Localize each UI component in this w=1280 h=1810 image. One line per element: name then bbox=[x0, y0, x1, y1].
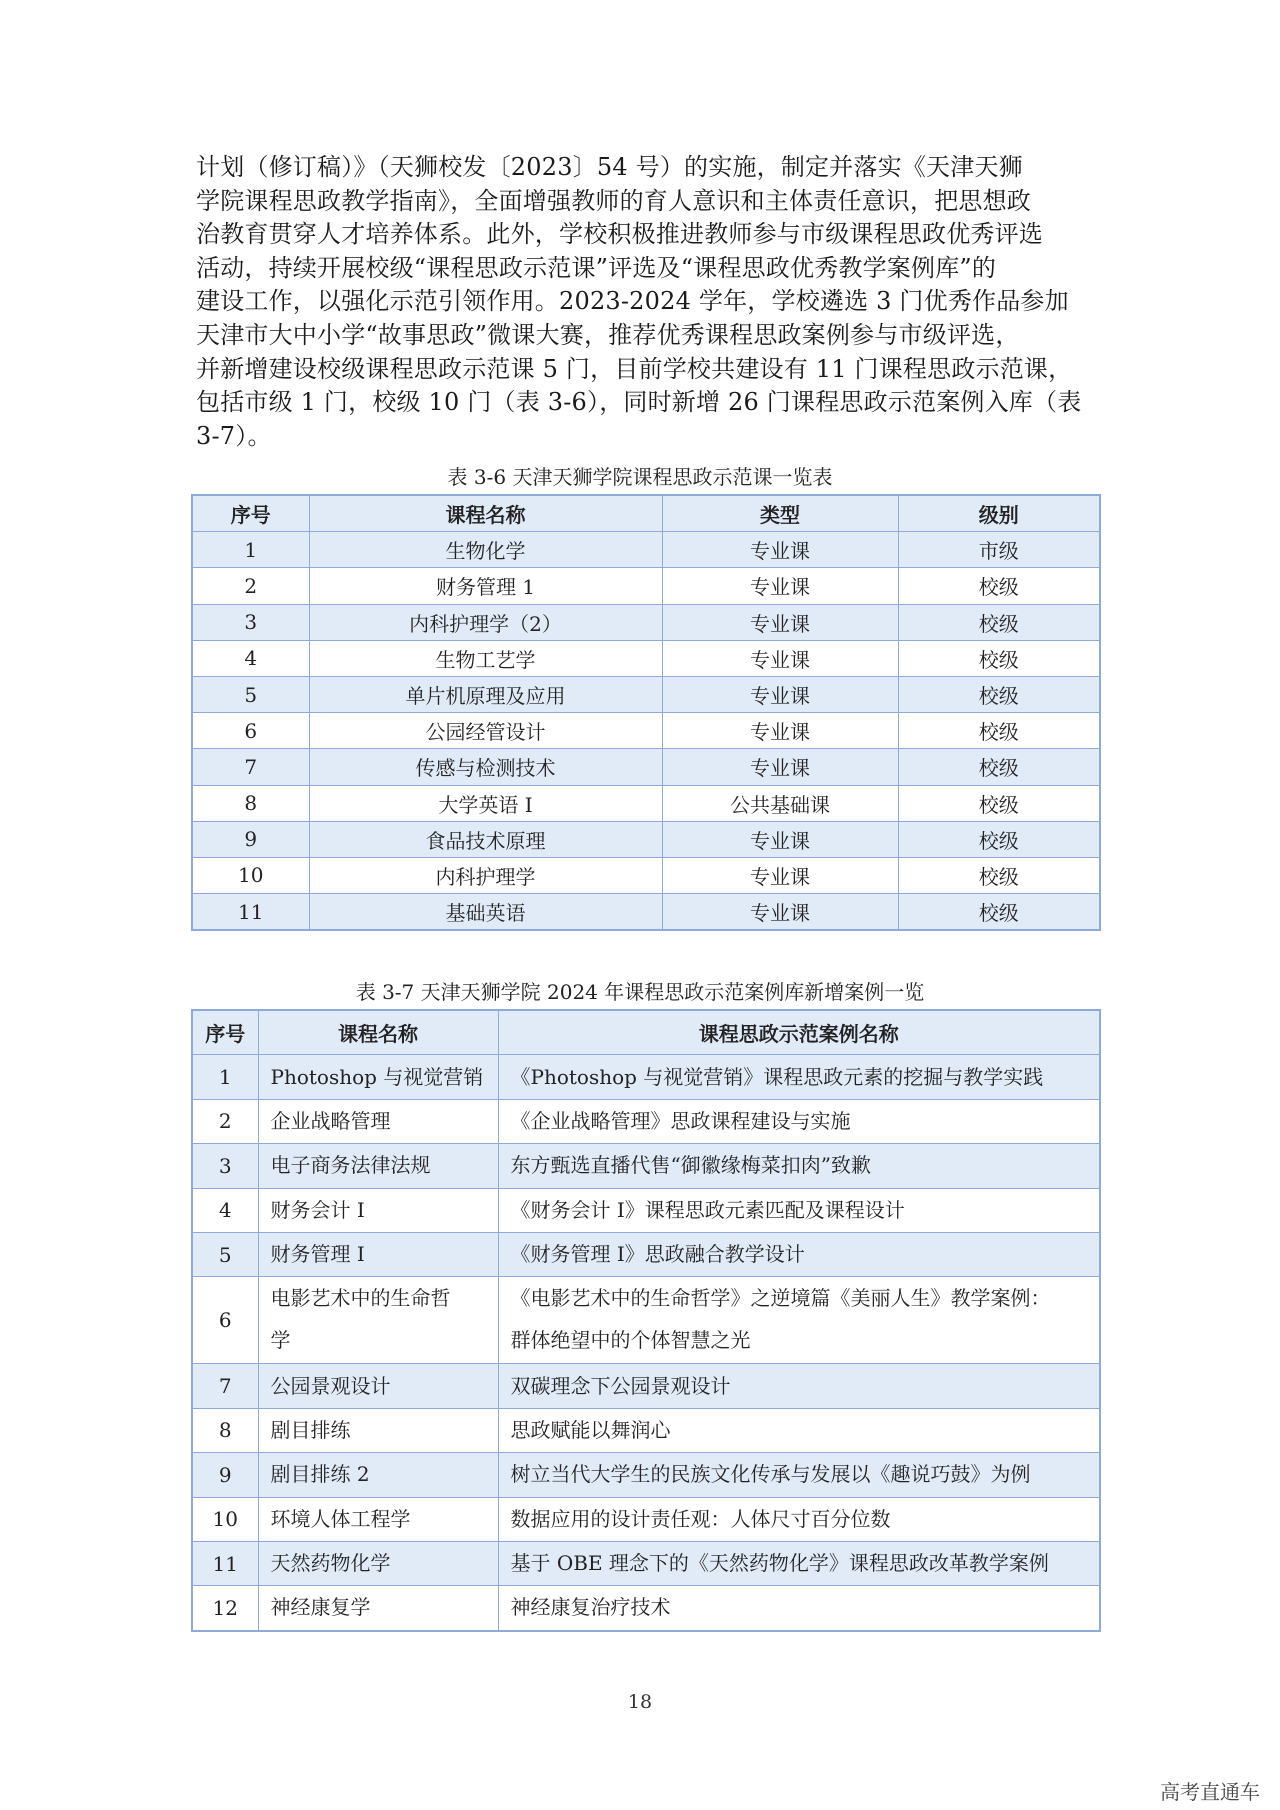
paragraph-line: 学院课程思政教学指南》，全面增强教师的育人意识和主体责任意识，把思想政 bbox=[196, 186, 1031, 215]
paragraph-line: 活动，持续开展校级“课程思政示范课”评选及“课程思政优秀教学案例库”的 bbox=[196, 253, 997, 282]
cell-course-name: 传感与检测技术 bbox=[309, 749, 662, 785]
cell-no: 6 bbox=[192, 713, 309, 749]
table-row bbox=[192, 1541, 1100, 1585]
table-row bbox=[192, 640, 1100, 676]
table-row bbox=[192, 1188, 1100, 1232]
cell-no: 12 bbox=[192, 1586, 258, 1631]
cell-type: 专业课 bbox=[662, 604, 898, 640]
table-row bbox=[192, 821, 1100, 857]
table-row bbox=[192, 1232, 1100, 1276]
cell-no: 8 bbox=[192, 1408, 258, 1452]
cell-text-line: 神经康复学 bbox=[270, 1595, 371, 1620]
cell-course-name: 内科护理学（2） bbox=[309, 604, 662, 640]
cell-text-line: 《企业战略管理》思政课程建设与实施 bbox=[510, 1108, 851, 1133]
cell-text-line: 《财务管理 I》思政融合教学设计 bbox=[510, 1242, 805, 1267]
cell-no: 3 bbox=[192, 604, 309, 640]
cell-level: 市级 bbox=[898, 532, 1100, 568]
cell-no: 8 bbox=[192, 785, 309, 821]
cell-course-name bbox=[258, 1453, 498, 1497]
header-no: 序号 bbox=[192, 1010, 258, 1055]
cell-course-name bbox=[258, 1586, 498, 1631]
cell-text-line: 剧目排练 bbox=[270, 1417, 351, 1442]
cell-course-name bbox=[258, 1232, 498, 1276]
cell-text-line: 树立当代大学生的民族文化传承与发展以《趣说巧鼓》为例 bbox=[510, 1462, 1031, 1487]
header-course-name: 课程名称 bbox=[309, 495, 662, 532]
paragraph-line: 计划（修订稿）》（天狮校发〔2023〕54 号）的实施，制定并落实《天津天狮 bbox=[196, 153, 1023, 181]
cell-level: 校级 bbox=[898, 894, 1100, 931]
cell-no: 9 bbox=[192, 821, 309, 857]
paragraph-line: 并新增建设校级课程思政示范课 5 门，目前学校共建设有 11 门课程思政示范课， bbox=[196, 354, 1073, 383]
paragraph-line: 包括市级 1 门，校级 10 门（表 3-6），同时新增 26 门课程思政示范案例入库（表 bbox=[196, 388, 1082, 417]
cell-case-name bbox=[498, 1408, 1100, 1452]
cell-text-line: 基于 OBE 理念下的《天然药物化学》课程思政改革教学案例 bbox=[510, 1551, 1049, 1576]
header-case-name: 课程思政示范案例名称 bbox=[498, 1010, 1100, 1055]
table-row bbox=[192, 1497, 1100, 1541]
cell-text-line: 思政赋能以舞润心 bbox=[510, 1417, 671, 1442]
demo-course-table bbox=[191, 494, 1101, 931]
cell-text-line: 电影艺术中的生命哲 bbox=[270, 1286, 451, 1311]
cell-level: 校级 bbox=[898, 640, 1100, 676]
cell-text-line: 财务管理 I bbox=[270, 1242, 365, 1267]
cell-no: 2 bbox=[192, 1099, 258, 1143]
cell-type: 专业课 bbox=[662, 713, 898, 749]
cell-no: 7 bbox=[192, 1364, 258, 1408]
paragraph-line: 治教育贯穿人才培养体系。此外，学校积极推进教师参与市级课程思政优秀评选 bbox=[196, 220, 1043, 249]
cell-course-name: 内科护理学 bbox=[309, 857, 662, 893]
cell-level: 校级 bbox=[898, 568, 1100, 604]
cell-no: 9 bbox=[192, 1453, 258, 1497]
table-row bbox=[192, 1453, 1100, 1497]
table-row bbox=[192, 1364, 1100, 1408]
table-row bbox=[192, 568, 1100, 604]
cell-case-name bbox=[498, 1277, 1100, 1364]
cell-no: 7 bbox=[192, 749, 309, 785]
table-row bbox=[192, 749, 1100, 785]
table-row bbox=[192, 1408, 1100, 1452]
cell-course-name: 生物工艺学 bbox=[309, 640, 662, 676]
table-header-row bbox=[192, 1010, 1100, 1055]
cell-text-line: 东方甄选直播代售“御徽缘梅菜扣肉”致歉 bbox=[510, 1153, 871, 1178]
cell-course-name bbox=[258, 1055, 498, 1099]
table-row bbox=[192, 1277, 1100, 1364]
header-type: 类型 bbox=[662, 495, 898, 532]
cell-course-name bbox=[258, 1188, 498, 1232]
cell-no: 1 bbox=[192, 1055, 258, 1099]
cell-course-name: 食品技术原理 bbox=[309, 821, 662, 857]
cell-type: 公共基础课 bbox=[662, 785, 898, 821]
table1-caption: 表 3-6 天津天狮学院课程思政示范课一览表 bbox=[447, 465, 833, 489]
watermark: 高考直通车 bbox=[1160, 1782, 1260, 1804]
body-paragraph bbox=[196, 151, 1098, 453]
cell-level: 校级 bbox=[898, 604, 1100, 640]
cell-no: 6 bbox=[192, 1277, 258, 1364]
cell-no: 11 bbox=[192, 1541, 258, 1585]
case-library-table bbox=[191, 1009, 1101, 1632]
cell-text-line: 双碳理念下公园景观设计 bbox=[510, 1373, 731, 1398]
cell-no: 2 bbox=[192, 568, 309, 604]
cell-no: 1 bbox=[192, 532, 309, 568]
table-row bbox=[192, 785, 1100, 821]
cell-course-name: 财务管理 1 bbox=[309, 568, 662, 604]
cell-course-name: 生物化学 bbox=[309, 532, 662, 568]
cell-course-name bbox=[258, 1277, 498, 1364]
cell-course-name bbox=[258, 1408, 498, 1452]
table-row bbox=[192, 1099, 1100, 1143]
cell-case-name bbox=[498, 1099, 1100, 1143]
table2-caption: 表 3-7 天津天狮学院 2024 年课程思政示范案例库新增案例一览 bbox=[355, 980, 925, 1004]
cell-text-line: 财务会计 I bbox=[270, 1197, 365, 1222]
paragraph-line: 天津市大中小学“故事思政”微课大赛，推荐优秀课程思政案例参与市级评选， bbox=[196, 320, 1020, 349]
cell-text-line: 《财务会计 I》课程思政元素匹配及课程设计 bbox=[510, 1197, 905, 1222]
cell-text-line: 天然药物化学 bbox=[270, 1551, 391, 1576]
cell-level: 校级 bbox=[898, 749, 1100, 785]
table-header-row bbox=[192, 495, 1100, 532]
cell-course-name: 公园经管设计 bbox=[309, 713, 662, 749]
cell-course-name bbox=[258, 1364, 498, 1408]
table-row bbox=[192, 1144, 1100, 1188]
cell-course-name bbox=[258, 1541, 498, 1585]
cell-text-line: 公园景观设计 bbox=[270, 1373, 391, 1398]
cell-type: 专业课 bbox=[662, 532, 898, 568]
cell-case-name bbox=[498, 1232, 1100, 1276]
table-row bbox=[192, 1586, 1100, 1631]
cell-type: 专业课 bbox=[662, 749, 898, 785]
cell-text-line: 企业战略管理 bbox=[270, 1108, 391, 1133]
cell-no: 11 bbox=[192, 894, 309, 931]
cell-text-line: 环境人体工程学 bbox=[270, 1506, 411, 1531]
table-row bbox=[192, 857, 1100, 893]
paragraph-line: 建设工作，以强化示范引领作用。2023-2024 学年，学校遴选 3 门优秀作品参加 bbox=[196, 287, 1069, 316]
page-number: 18 bbox=[627, 1691, 653, 1713]
table-row bbox=[192, 532, 1100, 568]
cell-case-name bbox=[498, 1055, 1100, 1099]
table-row bbox=[192, 894, 1100, 931]
paragraph-line: 3-7）。 bbox=[196, 421, 272, 450]
cell-level: 校级 bbox=[898, 676, 1100, 712]
cell-no: 4 bbox=[192, 640, 309, 676]
cell-text-line: 剧目排练 2 bbox=[270, 1462, 370, 1487]
cell-no: 5 bbox=[192, 1232, 258, 1276]
table-row bbox=[192, 713, 1100, 749]
cell-type: 专业课 bbox=[662, 821, 898, 857]
cell-course-name: 单片机原理及应用 bbox=[309, 676, 662, 712]
cell-case-name bbox=[498, 1144, 1100, 1188]
cell-course-name bbox=[258, 1144, 498, 1188]
cell-level: 校级 bbox=[898, 821, 1100, 857]
cell-text-line: 《Photoshop 与视觉营销》课程思政元素的挖掘与教学实践 bbox=[510, 1064, 1044, 1089]
cell-course-name bbox=[258, 1497, 498, 1541]
cell-case-name bbox=[498, 1497, 1100, 1541]
cell-no: 5 bbox=[192, 676, 309, 712]
cell-no: 10 bbox=[192, 857, 309, 893]
cell-text-line: 学 bbox=[270, 1328, 291, 1353]
table-row bbox=[192, 676, 1100, 712]
cell-no: 4 bbox=[192, 1188, 258, 1232]
header-level: 级别 bbox=[898, 495, 1100, 532]
cell-case-name bbox=[498, 1188, 1100, 1232]
cell-text-line: Photoshop 与视觉营销 bbox=[270, 1064, 484, 1089]
header-course-name: 课程名称 bbox=[258, 1010, 498, 1055]
cell-no: 10 bbox=[192, 1497, 258, 1541]
cell-type: 专业课 bbox=[662, 568, 898, 604]
header-no: 序号 bbox=[192, 495, 309, 532]
cell-no: 3 bbox=[192, 1144, 258, 1188]
cell-course-name bbox=[258, 1099, 498, 1143]
table-row bbox=[192, 1055, 1100, 1099]
cell-case-name bbox=[498, 1453, 1100, 1497]
cell-course-name: 基础英语 bbox=[309, 894, 662, 931]
cell-level: 校级 bbox=[898, 713, 1100, 749]
cell-case-name bbox=[498, 1586, 1100, 1631]
table-row bbox=[192, 604, 1100, 640]
cell-type: 专业课 bbox=[662, 640, 898, 676]
cell-text-line: 《电影艺术中的生命哲学》之逆境篇《美丽人生》教学案例： bbox=[510, 1286, 1051, 1311]
cell-level: 校级 bbox=[898, 857, 1100, 893]
cell-course-name: 大学英语 I bbox=[309, 785, 662, 821]
cell-type: 专业课 bbox=[662, 857, 898, 893]
cell-text-line: 电子商务法律法规 bbox=[270, 1153, 431, 1178]
cell-level: 校级 bbox=[898, 785, 1100, 821]
cell-text-line: 群体绝望中的个体智慧之光 bbox=[510, 1328, 751, 1353]
cell-type: 专业课 bbox=[662, 894, 898, 931]
cell-type: 专业课 bbox=[662, 676, 898, 712]
cell-text-line: 数据应用的设计责任观：人体尺寸百分位数 bbox=[510, 1506, 891, 1531]
cell-case-name bbox=[498, 1541, 1100, 1585]
cell-text-line: 神经康复治疗技术 bbox=[510, 1595, 671, 1620]
cell-case-name bbox=[498, 1364, 1100, 1408]
